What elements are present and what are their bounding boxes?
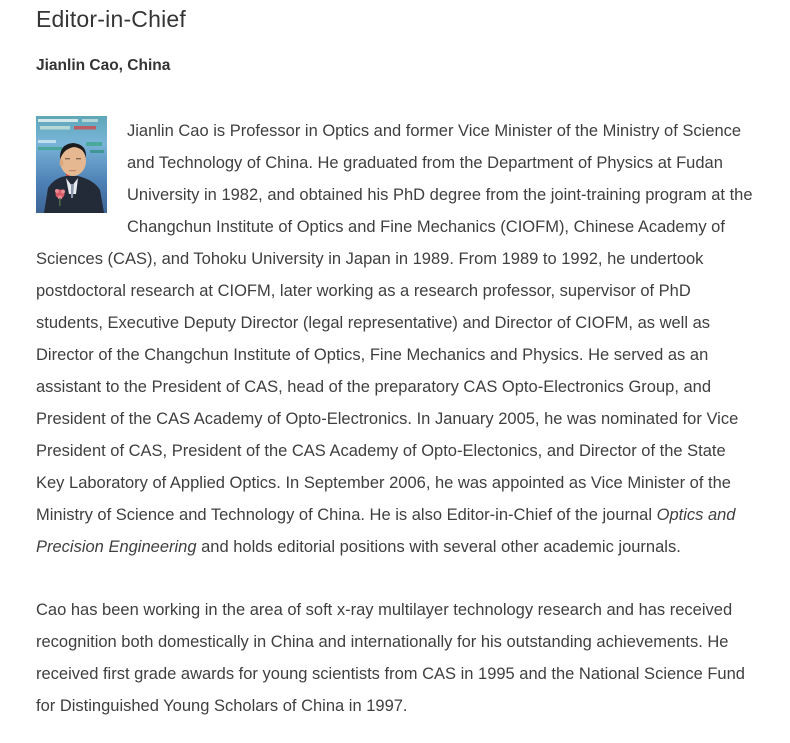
bio-text-before-journal: Jianlin Cao is Professor in Optics and former Vice Minister of the Ministry of Science and Technology of China. He graduated from the Department of Physics at Fudan University in 1982, and obtained his PhD degree from the joint-training program at the Changchun Institute of Optics and Fine Mechanics (CIOFM), Chinese Academy of Sciences (CAS), and Tohoku University in Japan in 1989. From 1989 to 1992, he undertook postdoctoral research at CIOFM, later working as a research professor, supervisor of PhD students, Executive Deputy Director (legal representative) and Director of CIOFM, as well as Director of the Changchun Institute of Optics, Fine Mechanics and Physics. He served as an assistant to the President of CAS, head of the preparatory CAS Opto-Electronics Group, and President of the CAS Academy of Opto-Electronics. In January 2005, he was nominated for Vice President of CAS, President of the CAS Academy of Opto-Electonics, and Director of the State Key Laboratory of Applied Optics. In September 2006, he was appointed as Vice Minister of the Ministry of Science and Technology of China. He is also Editor-in-Chief of the journal <box>36 122 753 524</box>
page-title: Editor-in-Chief <box>36 6 186 32</box>
editor-portrait-photo <box>36 116 107 213</box>
journal-title-italic: Optics and Precision Engineering <box>36 506 736 556</box>
bio-paragraph-1 <box>36 115 758 563</box>
bio-text-after-journal: and holds editorial positions with several other academic journals. <box>196 538 681 556</box>
bio-section <box>36 115 758 722</box>
editor-name-heading: Jianlin Cao, China <box>36 57 171 74</box>
bio-paragraph-2: Cao has been working in the area of soft x-ray multilayer technology research and has received recognition both domestically in China and internationally for his outstanding achievements. He received first grade awards for young scientists from CAS in 1995 and the National Science Fund for Distinguished Young Scholars of China in 1997. <box>36 601 745 715</box>
